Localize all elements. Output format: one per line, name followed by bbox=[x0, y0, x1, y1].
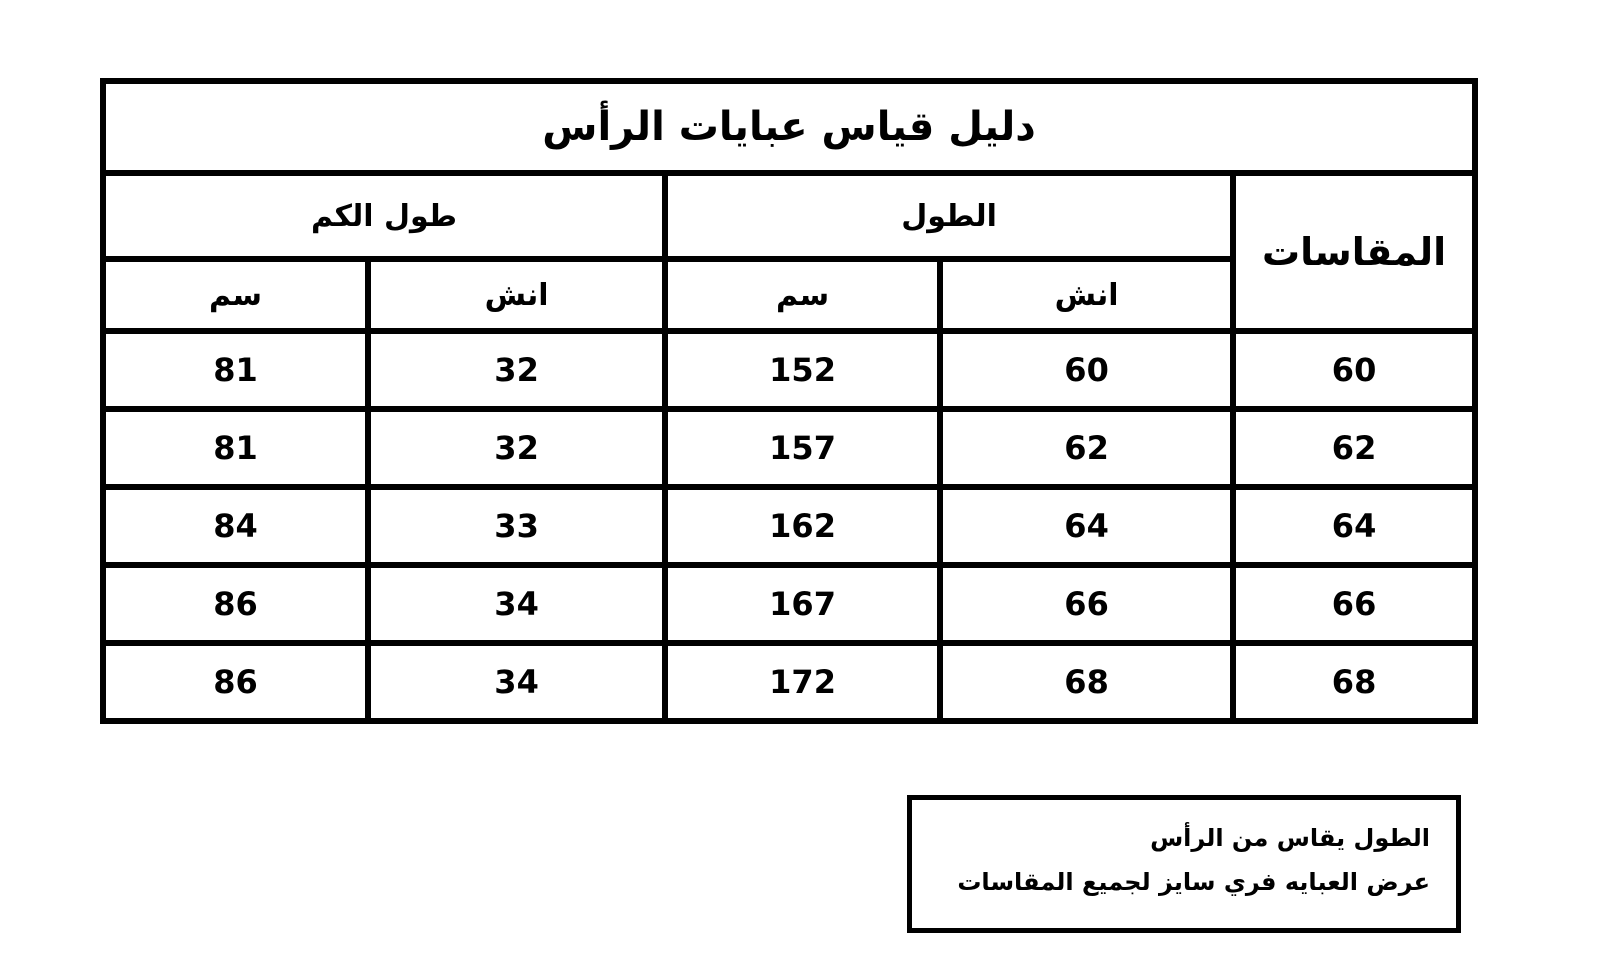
table-row bbox=[103, 487, 1475, 565]
cell-length-cm: 172 bbox=[665, 643, 940, 721]
cell-length-cm: 157 bbox=[665, 409, 940, 487]
cell-sleeve-cm: 81 bbox=[103, 409, 368, 487]
cell-length-cm: 162 bbox=[665, 487, 940, 565]
header-sleeve-inch: انش bbox=[368, 259, 665, 331]
size-chart-table bbox=[100, 78, 1478, 724]
cell-sleeve-inch: 32 bbox=[368, 331, 665, 409]
table-row bbox=[103, 643, 1475, 721]
cell-sleeve-cm: 86 bbox=[103, 643, 368, 721]
table-row bbox=[103, 409, 1475, 487]
header-length-inch: انش bbox=[940, 259, 1233, 331]
cell-length-cm: 167 bbox=[665, 565, 940, 643]
header-sizes: المقاسات bbox=[1233, 173, 1475, 331]
cell-length-inch: 68 bbox=[940, 643, 1233, 721]
chart-title: دليل قياس عبايات الرأس bbox=[103, 81, 1475, 173]
cell-sleeve-cm: 84 bbox=[103, 487, 368, 565]
header-length: الطول bbox=[665, 173, 1233, 259]
cell-sleeve-inch: 34 bbox=[368, 643, 665, 721]
note-length-measured: الطول يقاس من الرأس bbox=[1150, 824, 1430, 852]
cell-sleeve-inch: 33 bbox=[368, 487, 665, 565]
cell-length-inch: 62 bbox=[940, 409, 1233, 487]
cell-sleeve-inch: 34 bbox=[368, 565, 665, 643]
cell-size: 60 bbox=[1233, 331, 1475, 409]
cell-size: 66 bbox=[1233, 565, 1475, 643]
table-row bbox=[103, 331, 1475, 409]
cell-length-inch: 66 bbox=[940, 565, 1233, 643]
cell-length-cm: 152 bbox=[665, 331, 940, 409]
cell-size: 62 bbox=[1233, 409, 1475, 487]
cell-sleeve-cm: 86 bbox=[103, 565, 368, 643]
cell-length-inch: 60 bbox=[940, 331, 1233, 409]
cell-sleeve-inch: 32 bbox=[368, 409, 665, 487]
note-free-size: عرض العبايه فري سايز لجميع المقاسات bbox=[957, 868, 1430, 896]
table-row bbox=[103, 565, 1475, 643]
header-sleeve-cm: سم bbox=[103, 259, 368, 331]
header-length-cm: سم bbox=[665, 259, 940, 331]
cell-size: 68 bbox=[1233, 643, 1475, 721]
cell-length-inch: 64 bbox=[940, 487, 1233, 565]
notes-box bbox=[907, 795, 1461, 933]
cell-size: 64 bbox=[1233, 487, 1475, 565]
cell-sleeve-cm: 81 bbox=[103, 331, 368, 409]
header-sleeve-length: طول الكم bbox=[103, 173, 665, 259]
